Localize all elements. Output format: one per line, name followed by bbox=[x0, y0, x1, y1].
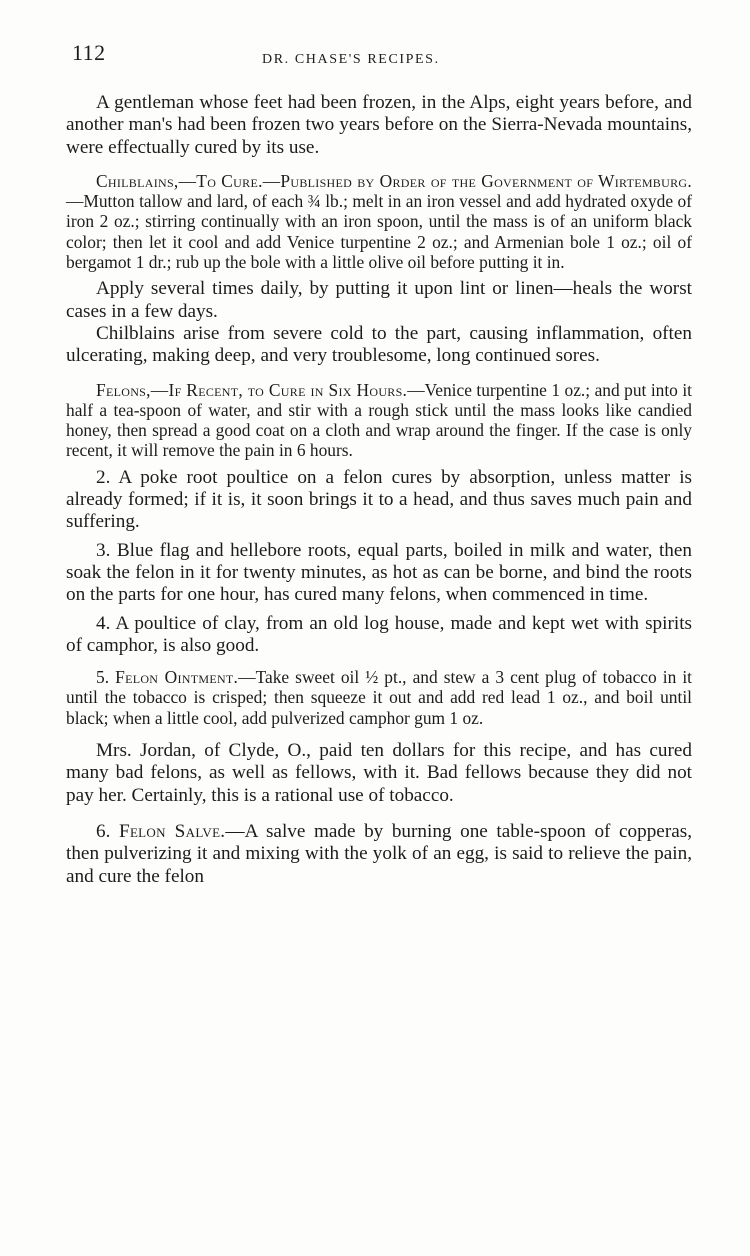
paragraph-poke-root bbox=[66, 467, 692, 534]
paragraph-text: —Mutton tallow and lard, of each ¾ lb.; melt in an iron vessel and add hydrated oxyde of iron 2 oz.; stirring continually with an iron spoon, until the mass is of an uniform black color; then let it cool and add Venice turpentine 2 oz.; and Armenian bole 1 oz.; oil of bergamot 1 dr.; rub up the bole with a little olive oil before putting it in. bbox=[66, 191, 692, 273]
paragraph-text: A gentleman whose feet had been frozen, in the Alps, eight years before, and another man's had been frozen two years before on the Sierra-Nevada mountains, were effectually cured by its use. bbox=[66, 92, 692, 158]
paragraph-text: Mrs. Jordan, of Clyde, O., paid ten dollars for this recipe, and has cured many bad felons, as well as fellows, with it. Bad fellows because they did not pay her. Certainly, this is a rational use of tobacco. bbox=[66, 740, 692, 806]
paragraph-text: —Venice turpentine 1 oz.; and put into it half a tea-spoon of water, and stir with a rough stick until the mass looks like candied honey, then spread a good coat on a cloth and wrap around the finger. If the case is only recent, it will remove the pain in 6 hours. bbox=[66, 379, 692, 461]
paragraph-text: 4. A poultice of clay, from an old log house, made and kept wet with spirits of camphor, is also good. bbox=[66, 612, 692, 656]
recipe-number: 6. bbox=[96, 820, 111, 842]
paragraph-chilblains-recipe bbox=[66, 171, 692, 272]
recipe-heading: Felon Ointment. bbox=[115, 667, 239, 688]
paragraph-blue-flag bbox=[66, 540, 692, 607]
paragraph-felon-ointment bbox=[66, 667, 692, 728]
paragraph-mrs-jordan bbox=[66, 740, 692, 807]
page-number: 112 bbox=[72, 40, 106, 65]
recipe-heading: Felon Salve. bbox=[118, 820, 226, 842]
recipe-heading: Chilblains,—To Cure.—Published by Order of the Government of Wirtemburg. bbox=[96, 170, 692, 191]
paragraph-text: 3. Blue flag and hellebore roots, equal parts, boiled in milk and water, then soak the felon in it for twenty minutes, as hot as can be borne, and bind the roots on the parts for one hour, has cured many felons, when commenced in time. bbox=[66, 539, 692, 606]
recipe-heading: Felons,—If Recent, to Cure in Six Hours. bbox=[96, 379, 408, 400]
paragraph-chilblains-application bbox=[66, 278, 692, 323]
running-head: DR. CHASE'S RECIPES. bbox=[262, 52, 440, 67]
paragraph-text: —Take sweet oil ½ pt., and stew a 3 cent plug of tobacco in it until the tobacco is crisped; then squeeze it out and add red lead 1 oz., and boil until black; when a little cool, add pulverized camphor gum 1 oz. bbox=[66, 667, 692, 728]
page-header bbox=[72, 40, 692, 80]
paragraph-felon-salve bbox=[66, 821, 692, 888]
paragraph-text: Chilblains arise from severe cold to the part, causing inflammation, often ulcerating, making deep, and very troublesome, long continued sores. bbox=[66, 322, 692, 367]
paragraph-felons-recipe bbox=[66, 380, 692, 461]
recipe-number: 5. bbox=[96, 667, 110, 688]
paragraph-chilblains-cause bbox=[66, 323, 692, 368]
paragraph-text: Apply several times daily, by putting it upon lint or linen—heals the worst cases in a few days. bbox=[66, 278, 692, 322]
paragraph-text: 2. A poke root poultice on a felon cures by absorption, unless matter is already formed; if it is, it soon brings it to a head, and thus saves much pain and suffering. bbox=[66, 466, 692, 533]
paragraph-text: —A salve made by burning one table-spoon of copperas, then pulverizing it and mixing with the yolk of an egg, is said to relieve the pain, and cure the felon bbox=[66, 820, 692, 887]
paragraph-frozen-feet bbox=[66, 92, 692, 159]
body-text bbox=[66, 92, 692, 888]
paragraph-clay-poultice bbox=[66, 613, 692, 658]
